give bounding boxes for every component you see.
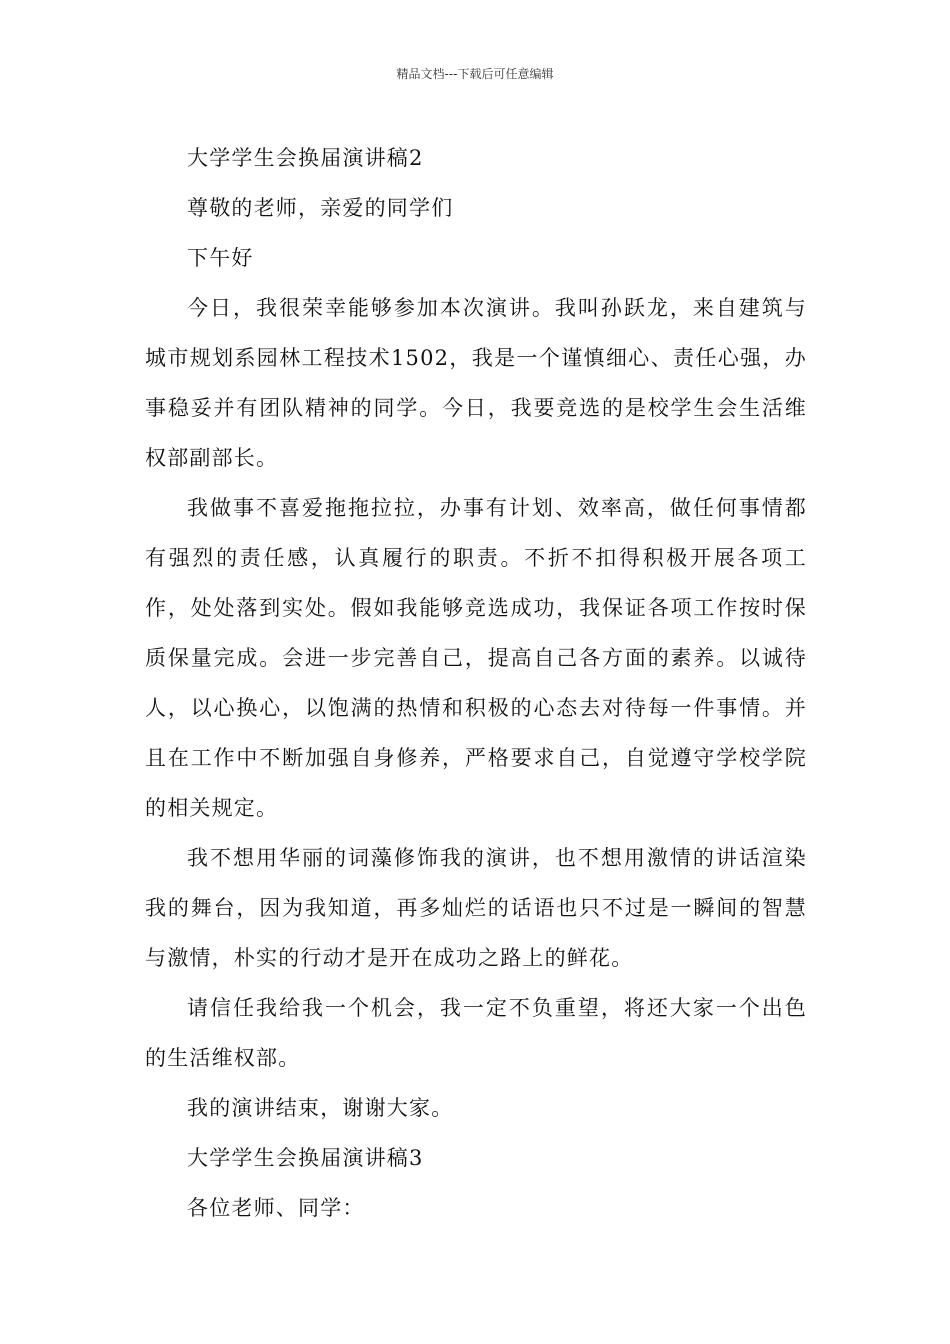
page-header: 精品文档---下载后可任意编辑 [396, 67, 554, 81]
salutation: 尊敬的老师，亲爱的同学们 [187, 196, 454, 220]
document-body [145, 133, 807, 1233]
section-title-3: 大学学生会换届演讲稿3 [187, 1146, 424, 1170]
greeting: 下午好 [187, 246, 254, 270]
paragraph-work-style: 我做事不喜爱拖拖拉拉，办事有计划、效率高，做任何事情都有强烈的责任感，认真履行的职责。不折不扣得积极开展各项工作，处处落到实处。假如我能够竞选成功，我保证各项工作按时保质保量完成。会进一步完善自己，提高自己各方面的素养。以诚待人，以心换心，以饱满的热情和积极的心态去对待每一件事情。并且在工作中不断加强自身修养，严格要求自己，自觉遵守学校学院的相关规定。 [145, 496, 807, 820]
paragraph-introduction: 今日，我很荣幸能够参加本次演讲。我叫孙跃龙，来自建筑与城市规划系园林工程技术1502，我是一个谨慎细心、责任心强，办事稳妥并有团队精神的同学。今日，我要竞选的是校学生会生活维权部副部长。 [145, 296, 807, 470]
paragraph-closing: 我的演讲结束，谢谢大家。 [187, 1096, 454, 1120]
salutation-2: 各位老师、同学： [187, 1196, 365, 1220]
paragraph-sincerity: 我不想用华丽的词藻修饰我的演讲，也不想用激情的讲话渲染我的舞台，因为我知道，再多灿烂的话语也只不过是一瞬间的智慧与激情，朴实的行动才是开在成功之路上的鲜花。 [145, 846, 807, 970]
section-title-2: 大学学生会换届演讲稿2 [187, 146, 424, 170]
paragraph-request: 请信任我给我一个机会，我一定不负重望，将还大家一个出色的生活维权部。 [145, 996, 807, 1070]
